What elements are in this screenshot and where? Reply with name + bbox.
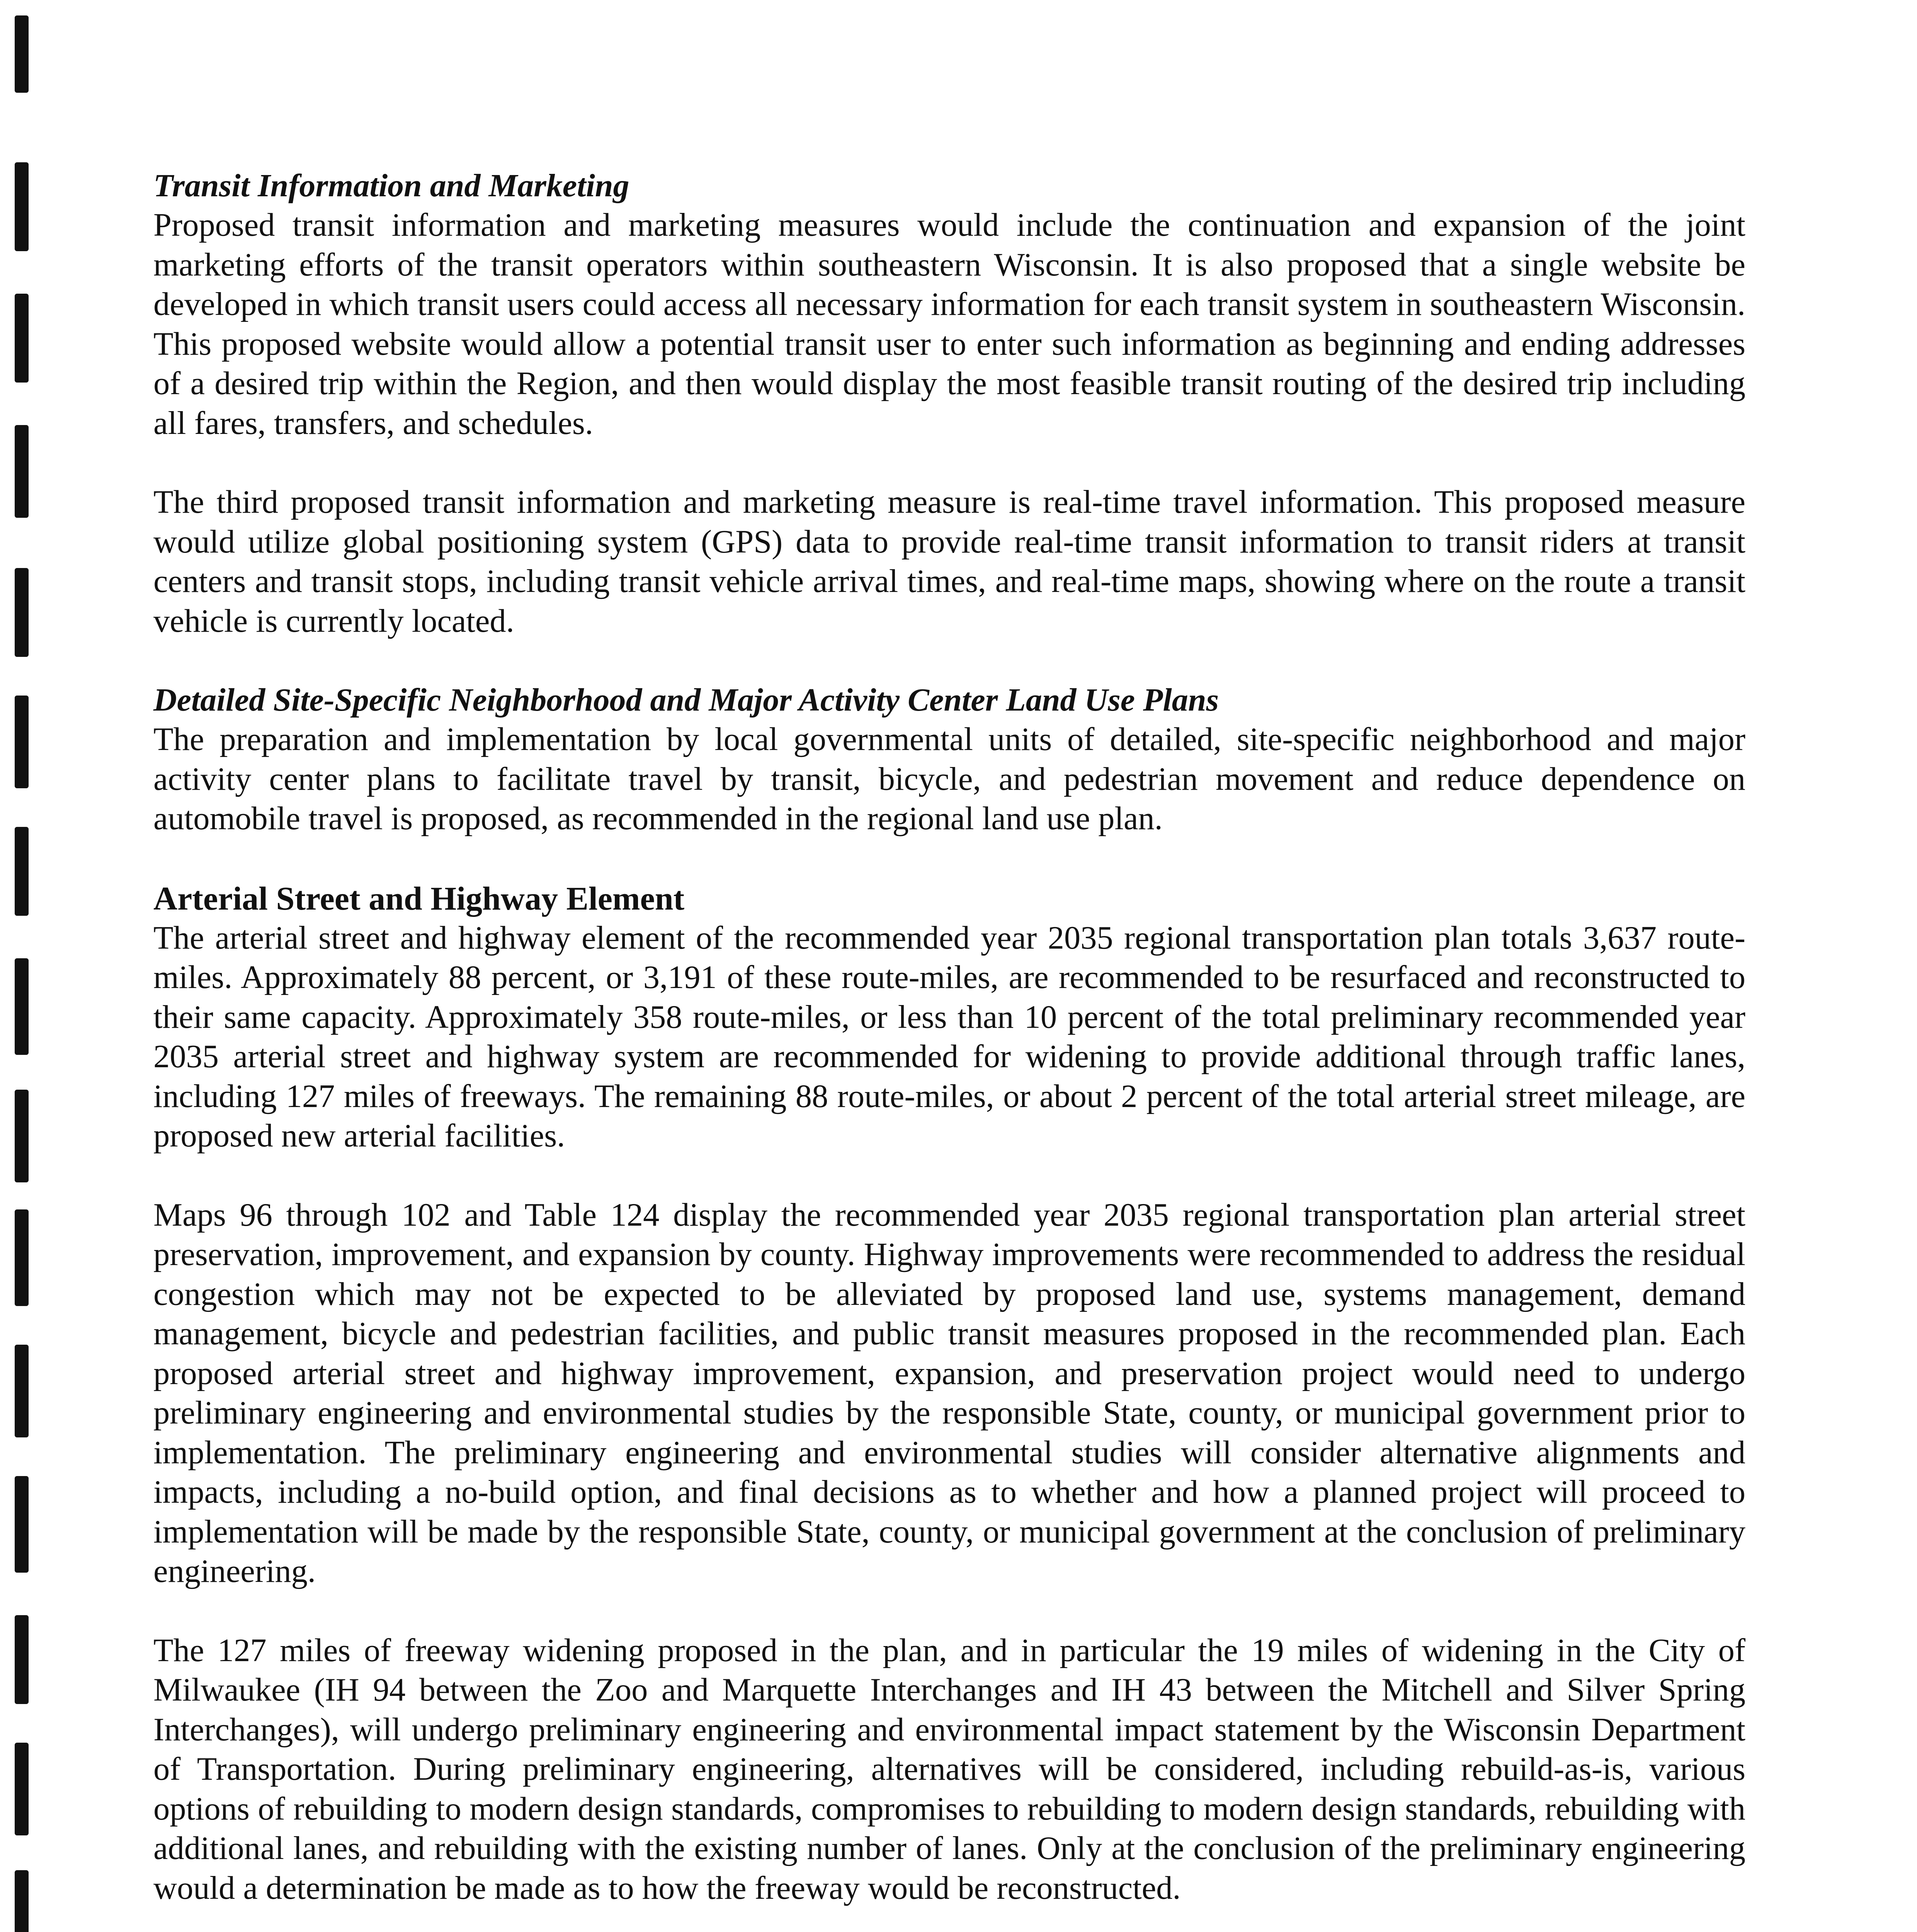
binding-mark xyxy=(15,827,29,916)
binding-mark xyxy=(15,958,29,1055)
binding-mark xyxy=(15,696,29,788)
section-heading: Detailed Site-Specific Neighborhood and Major Activity Center Land Use Plans xyxy=(153,682,1219,718)
binding-mark xyxy=(15,1615,29,1704)
binding-mark xyxy=(15,425,29,518)
section-heading: Arterial Street and Highway Element xyxy=(153,879,685,917)
binding-mark xyxy=(15,1476,29,1573)
binding-mark xyxy=(15,1209,29,1306)
paragraph: The arterial street and highway element of the recommended year 2035 regional transportation plan totals 3,637 route-miles. Approximately 88 percent, or 3,191 of these route-miles, are recommended to be resurfaced and reconstructed to their same capacity. Approximately 358 route-miles, or less than 10 percent of the total preliminary recommended year 2035 arterial street and highway system are recommended for widening to provide additional through traffic lanes, including 127 miles of freeways. The remaining 88 route-miles, or about 2 percent of the total arterial street mileage, are proposed new arterial facilities. xyxy=(153,920,1745,1154)
binding-mark xyxy=(15,1870,29,1932)
paragraph: Maps 96 through 102 and Table 124 display the recommended year 2035 regional transportation plan arterial street preservation, improvement, and expansion by county. Highway improvements were recommended to address the residual congestion which may not be expected to be alleviated by proposed land use, systems management, demand management, bicycle and pedestrian facilities, and public transit measures proposed in the recommended plan. Each proposed arterial street and highway improvement, expansion, and preservation project would need to undergo preliminary engineering and environmental studies by the responsible State, county, or municipal government prior to implementation. The preliminary engineering and environmental studies will consider alternative alignments and impacts, including a no-build option, and final decisions as to whether and how a planned project will proceed to implementation will be made by the responsible State, county, or municipal government at the conclusion of preliminary engineering. xyxy=(153,1197,1745,1589)
binding-marks xyxy=(0,0,35,1932)
paragraph: The third proposed transit information and marketing measure is real-time travel information. This proposed measure would utilize global positioning system (GPS) data to provide real-time transit information to transit riders at transit centers and transit stops, including transit vehicle arrival times, and real-time maps, showing where on the route a transit vehicle is currently located. xyxy=(153,484,1745,639)
binding-mark xyxy=(15,1743,29,1835)
paragraph: Proposed transit information and marketing measures would include the continuation and expansion of the joint marketing efforts of the transit operators within southeastern Wisconsin. It is also proposed that a single website be developed in which transit users could access all necessary information for each transit system in southeastern Wisconsin. This proposed website would allow a potential transit user to enter such information as beginning and ending addresses of a desired trip within the Region, and then would display the most feasible transit routing of the desired trip including all fares, transfers, and schedules. xyxy=(153,207,1745,441)
section-heading: Transit Information and Marketing xyxy=(153,168,629,204)
binding-mark xyxy=(15,1090,29,1182)
binding-mark xyxy=(15,15,29,93)
binding-mark xyxy=(15,162,29,251)
binding-mark xyxy=(15,294,29,383)
paragraph: The preparation and implementation by local governmental units of detailed, site-specific neighborhood and major activity center plans to facilitate travel by transit, bicycle, and pedestrian movement and reduce dependence on automobile travel is proposed, as recommended in the regional land use plan. xyxy=(153,721,1745,837)
page-body xyxy=(153,166,1745,1932)
paragraph: The 127 miles of freeway widening proposed in the plan, and in particular the 19 miles of widening in the City of Milwaukee (IH 94 between the Zoo and Marquette Interchanges and IH 43 between the Mitchell and Silver Spring Interchanges), will undergo preliminary engineering and environmental impact statement by the Wisconsin Department of Transportation. During preliminary engineering, alternatives will be considered, including rebuild-as-is, various options of rebuilding to modern design standards, compromises to rebuilding to modern design standards, rebuilding with additional lanes, and rebuilding with the existing number of lanes. Only at the conclusion of the preliminary engineering would a determination be made as to how the freeway would be reconstructed. xyxy=(153,1632,1745,1906)
binding-mark xyxy=(15,568,29,657)
binding-mark xyxy=(15,1345,29,1437)
